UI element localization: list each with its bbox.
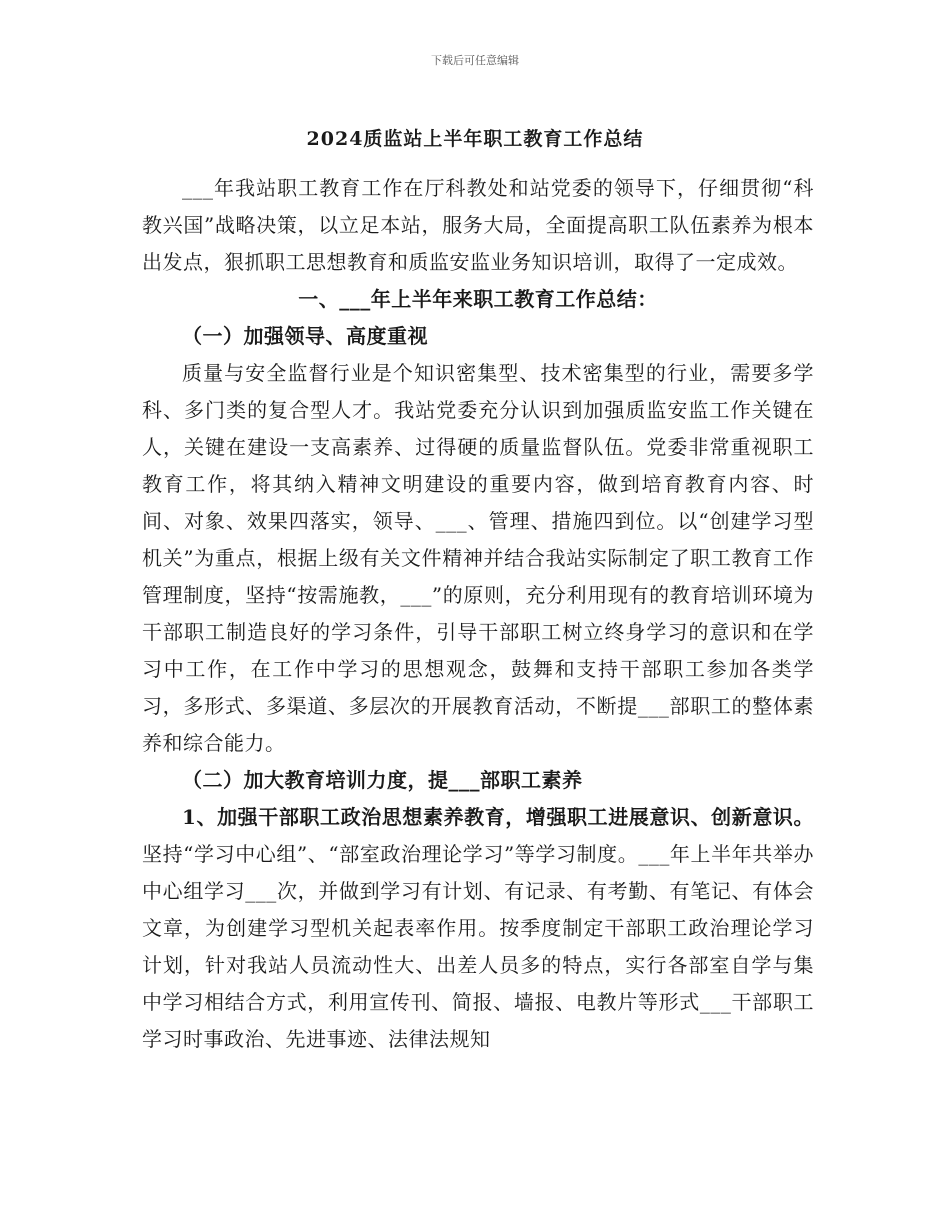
page-header-note: 下载后可任意编辑 bbox=[431, 54, 519, 67]
subsection-heading-2: （二）加大教育培训力度，提___部职工素养 bbox=[182, 768, 583, 792]
document-body bbox=[142, 170, 814, 1058]
subsection-heading-1: （一）加强领导、高度重视 bbox=[182, 324, 428, 348]
body-paragraph-2 bbox=[142, 799, 814, 1058]
body-paragraph-2-lead: 1、加强干部职工政治思想素养教育，增强职工进展意识、创新意识。 bbox=[182, 805, 814, 829]
body-paragraph-2-text: 坚持“学习中心组”、“部室政治理论学习”等学习制度。___年上半年共举办中心组学习___次，并做到学习有计划、有记录、有考勤、有笔记、有体会文章，为创建学习型机关起表率作用。按季度制定干部职工政治理论学习计划，针对我站人员流动性大、出差人员多的特点，实行各部室自学与集中学习相结合方式，利用宣传刊、简报、墙报、电教片等形式___干部职工学习时事政治、先进事迹、法律法规知 bbox=[142, 842, 814, 1051]
intro-paragraph: ___年我站职工教育工作在厅科教处和站党委的领导下，仔细贯彻“科教兴国”战略决策，以立足本站，服务大局，全面提高职工队伍素养为根本出发点，狠抓职工思想教育和质监安监业务知识培训，取得了一定成效。 bbox=[142, 176, 814, 274]
document-title: 2024质监站上半年职工教育工作总结 bbox=[306, 128, 644, 150]
section-heading-1: 一、___年上半年来职工教育工作总结： bbox=[298, 287, 658, 311]
body-paragraph-1: 质量与安全监督行业是个知识密集型、技术密集型的行业，需要多学科、多门类的复合型人才。我站党委充分认识到加强质监安监工作关键在人，关键在建设一支高素养、过得硬的质量监督队伍。党委非常重视职工教育工作，将其纳入精神文明建设的重要内容，做到培育教育内容、时间、对象、效果四落实，领导、___、管理、措施四到位。以“创建学习型机关”为重点，根据上级有关文件精神并结合我站实际制定了职工教育工作管理制度，坚持“按需施教，___”的原则，充分利用现有的教育培训环境为干部职工制造良好的学习条件，引导干部职工树立终身学习的意识和在学习中工作，在工作中学习的思想观念，鼓舞和支持干部职工参加各类学习，多形式、多渠道、多层次的开展教育活动，不断提___部职工的整体素养和综合能力。 bbox=[142, 361, 814, 755]
